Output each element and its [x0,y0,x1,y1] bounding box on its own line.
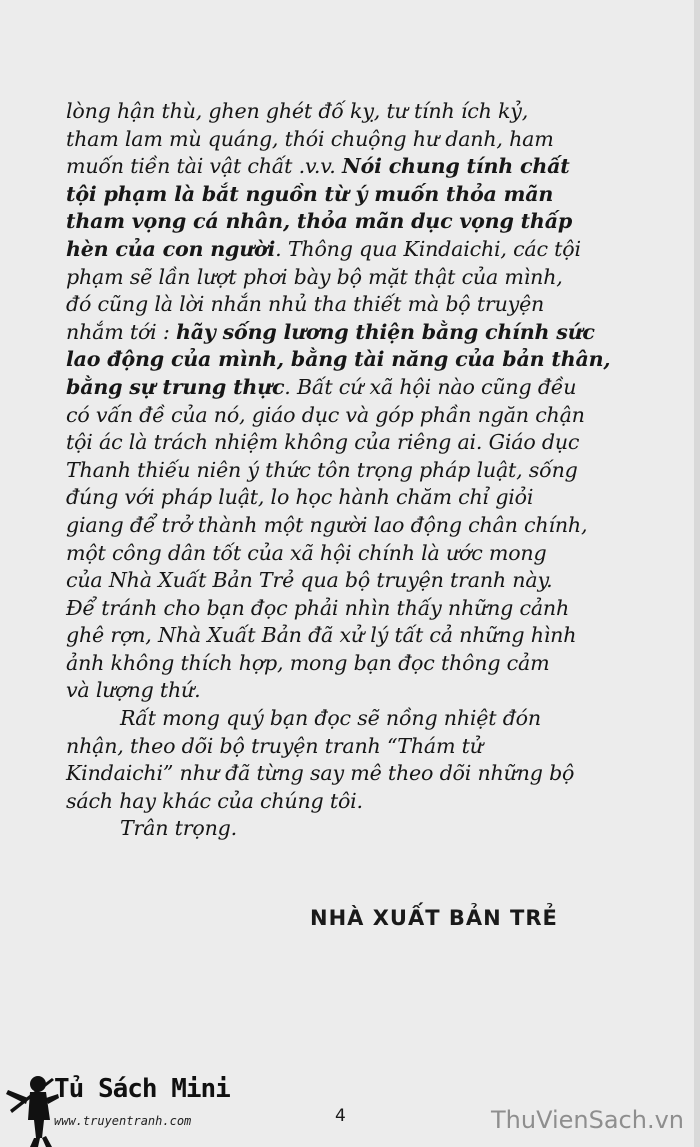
text-line [66,788,626,816]
bold-text-run: bằng sự trung thực [66,374,285,399]
stamp-title: Tủ Sách Mini [54,1074,230,1104]
text-run: phạm sẽ lần lượt phơi bày bộ mặt thật của mình, [66,264,563,289]
text-line [66,126,626,154]
text-line [66,815,626,843]
bold-text-run: hèn của con người [66,236,276,261]
text-run: muốn tiền tài vật chất .v.v. [66,154,342,179]
text-run: ghê rợn, Nhà Xuất Bản đã xử lý tất cả những hình [66,623,577,648]
text-run: tham lam mù quáng, thói chuộng hư danh, ham [66,126,554,151]
text-run: tội ác là trách nhiệm không của riêng ai. Giáo dục [66,430,580,455]
text-line [66,622,626,650]
watermark: ThuVienSach.vn [490,1106,684,1134]
text-run: Trân trọng. [120,816,237,841]
text-run: một công dân tốt của xã hội chính là ước mong [66,540,547,565]
page-edge-shadow [694,0,700,1147]
bold-text-run: tội phạm là bắt nguồn từ ý muốn thỏa mãn [66,181,554,206]
bold-text-run: tham vọng cá nhân, thỏa mãn dục vọng thấp [66,209,573,234]
text-line [66,677,626,705]
text-line [66,291,626,319]
text-line [66,567,626,595]
text-run: đúng với pháp luật, lo học hành chăm chỉ giỏi [66,485,534,510]
text-line [66,264,626,292]
text-line [66,346,626,374]
text-line [66,319,626,347]
text-run: nhận, theo dõi bộ truyện tranh “Thám tử [66,733,483,758]
text-line [66,429,626,457]
text-run: nhắm tới : [66,319,176,344]
text-line [66,540,626,568]
text-line [66,705,626,733]
text-line [66,374,626,402]
text-run: Kindaichi” như đã từng say mê theo dõi những bộ [66,761,575,786]
text-run: có vấn đề của nó, giáo dục và góp phần ngăn chận [66,402,585,427]
text-run: lòng hận thù, ghen ghét đố kỵ, tư tính ích kỷ, [66,99,529,123]
text-line [66,208,626,236]
text-run: sách hay khác của chúng tôi. [66,788,363,813]
text-run: ảnh không thích hợp, mong bạn đọc thông cảm [66,650,550,675]
text-line [66,595,626,623]
text-line [66,236,626,264]
text-line [66,650,626,678]
text-run: Rất mong quý bạn đọc sẽ nồng nhiệt đón [120,706,541,731]
bold-text-run: hãy sống lương thiện bằng chính sức [175,319,595,344]
text-run: Thanh thiếu niên ý thức tôn trọng pháp luật, sống [66,457,578,482]
publisher-signature: NHÀ XUẤT BẢN TRẺ [310,906,558,930]
text-run: . Thông qua Kindaichi, các tội [275,236,581,261]
text-run: và lượng thứ. [66,678,201,703]
text-run: của Nhà Xuất Bản Trẻ qua bộ truyện tranh này. [66,568,553,593]
text-run: giang để trở thành một người lao động chân chính, [66,512,588,537]
text-line [66,98,626,126]
text-run: . Bất cứ xã hội nào cũng đều [284,374,577,399]
stamp-url: www.truyentranh.com [54,1114,192,1128]
text-line [66,733,626,761]
page-body-text [66,98,626,843]
bold-text-run: Nói chung tính chất [341,154,570,179]
bold-text-run: lao động của mình, bằng tài năng của bản thân, [66,347,611,372]
text-line [66,402,626,430]
text-line [66,484,626,512]
text-line [66,181,626,209]
text-line [66,153,626,181]
text-run: đó cũng là lời nhắn nhủ tha thiết mà bộ truyện [66,292,545,317]
text-run: Để tránh cho bạn đọc phải nhìn thấy những cảnh [66,595,570,620]
text-line [66,512,626,540]
text-line [66,760,626,788]
text-line [66,457,626,485]
page-number: 4 [335,1106,346,1126]
